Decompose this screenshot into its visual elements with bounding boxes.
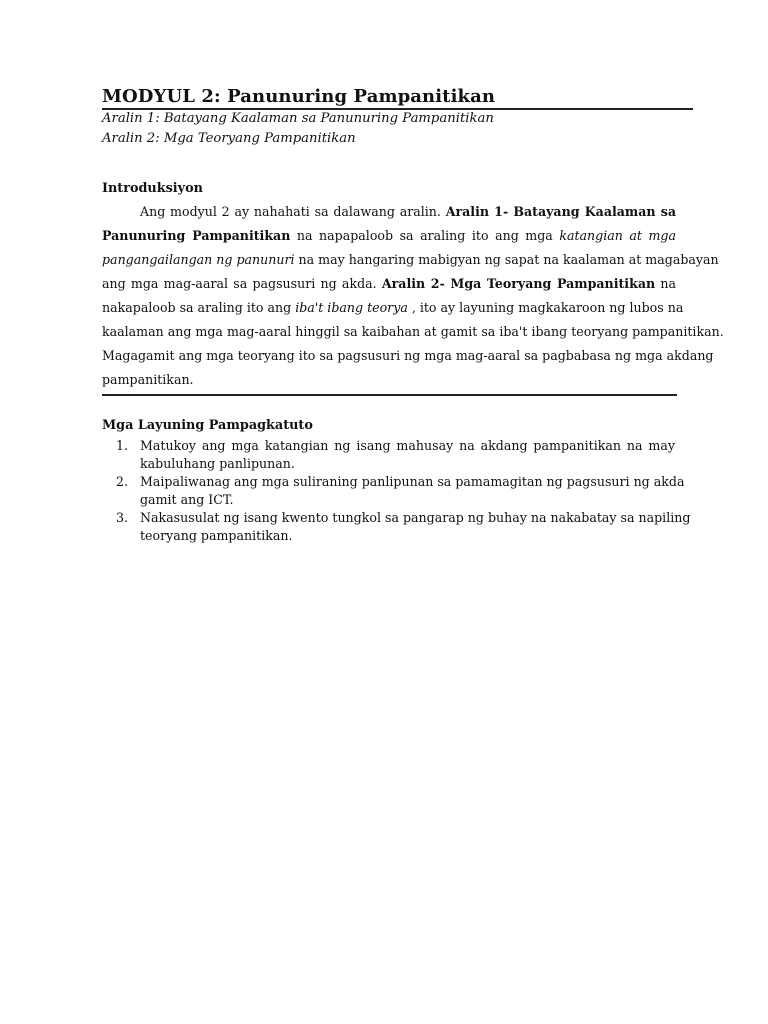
objective-number: 2.	[116, 474, 129, 489]
intro-heading: Introduksiyon	[102, 181, 203, 196]
intro-text: , ito ay layuning magkakaroon ng lubos na	[407, 300, 684, 315]
lesson-2-ref: Aralin 2- Mga Teoryang Pampanitikan	[381, 276, 656, 291]
lesson-1-subtitle: Aralin 1: Batayang Kaalaman sa Panunuring Pampanitikan	[102, 111, 494, 126]
intro-text: nakapaloob sa araling ito ang	[102, 300, 296, 315]
lesson-1-ref-cont: Panunuring Pampanitikan	[102, 228, 291, 243]
title-divider	[102, 108, 693, 110]
intro-emphasis: katangian at mga	[559, 228, 676, 243]
intro-line-8: pampanitikan.	[102, 372, 194, 387]
objective-3-line-1: Nakasusulat ng isang kwento tungkol sa pangarap ng buhay na nakabatay sa napiling	[140, 510, 691, 525]
objectives-heading: Mga Layuning Pampagkatuto	[102, 418, 313, 433]
objective-1-line-2: kabuluhang panlipunan.	[140, 456, 295, 471]
intro-text: ang mga mag-aaral sa pagsusuri ng akda.	[102, 276, 382, 291]
objective-2-line-1: Maipaliwanag ang mga suliraning panlipunan sa pamamagitan ng pagsusuri ng akda	[140, 474, 685, 489]
objective-1-line-1: Matukoy ang mga katangian ng isang mahusay na akdang pampanitikan na may	[140, 438, 675, 453]
intro-text: na napapaloob sa araling ito ang mga	[290, 228, 560, 243]
intro-text: Ang modyul 2 ay nahahati sa dalawang aralin.	[140, 204, 446, 219]
section-divider	[102, 394, 677, 396]
objective-number: 3.	[116, 510, 129, 525]
intro-line-7: Magagamit ang mga teoryang ito sa pagsusuri ng mga mag-aaral sa pagbabasa ng mga akdang	[102, 348, 714, 363]
intro-emphasis: pangangailangan ng panunuri	[102, 252, 295, 267]
lesson-1-ref: Aralin 1- Batayang Kaalaman sa	[445, 204, 676, 219]
intro-line-1	[140, 204, 676, 220]
intro-line-3	[102, 252, 719, 268]
intro-line-4	[102, 276, 676, 292]
intro-line-5	[102, 300, 684, 316]
intro-line-6: kaalaman ang mga mag-aaral hinggil sa kaibahan at gamit sa iba't ibang teoryang pampanitikan.	[102, 324, 724, 339]
intro-emphasis: iba't ibang teorya	[295, 300, 408, 315]
objective-number: 1.	[116, 438, 129, 453]
objective-3-line-2: teoryang pampanitikan.	[140, 528, 293, 543]
intro-text: na	[655, 276, 676, 291]
intro-text: na may hangaring mabigyan ng sapat na kaalaman at magabayan	[294, 252, 719, 267]
intro-line-2	[102, 228, 676, 244]
objective-2-line-2: gamit ang ICT.	[140, 492, 234, 507]
lesson-2-subtitle: Aralin 2: Mga Teoryang Pampanitikan	[102, 131, 356, 146]
module-title: MODYUL 2: Panunuring Pampanitikan	[102, 86, 496, 107]
